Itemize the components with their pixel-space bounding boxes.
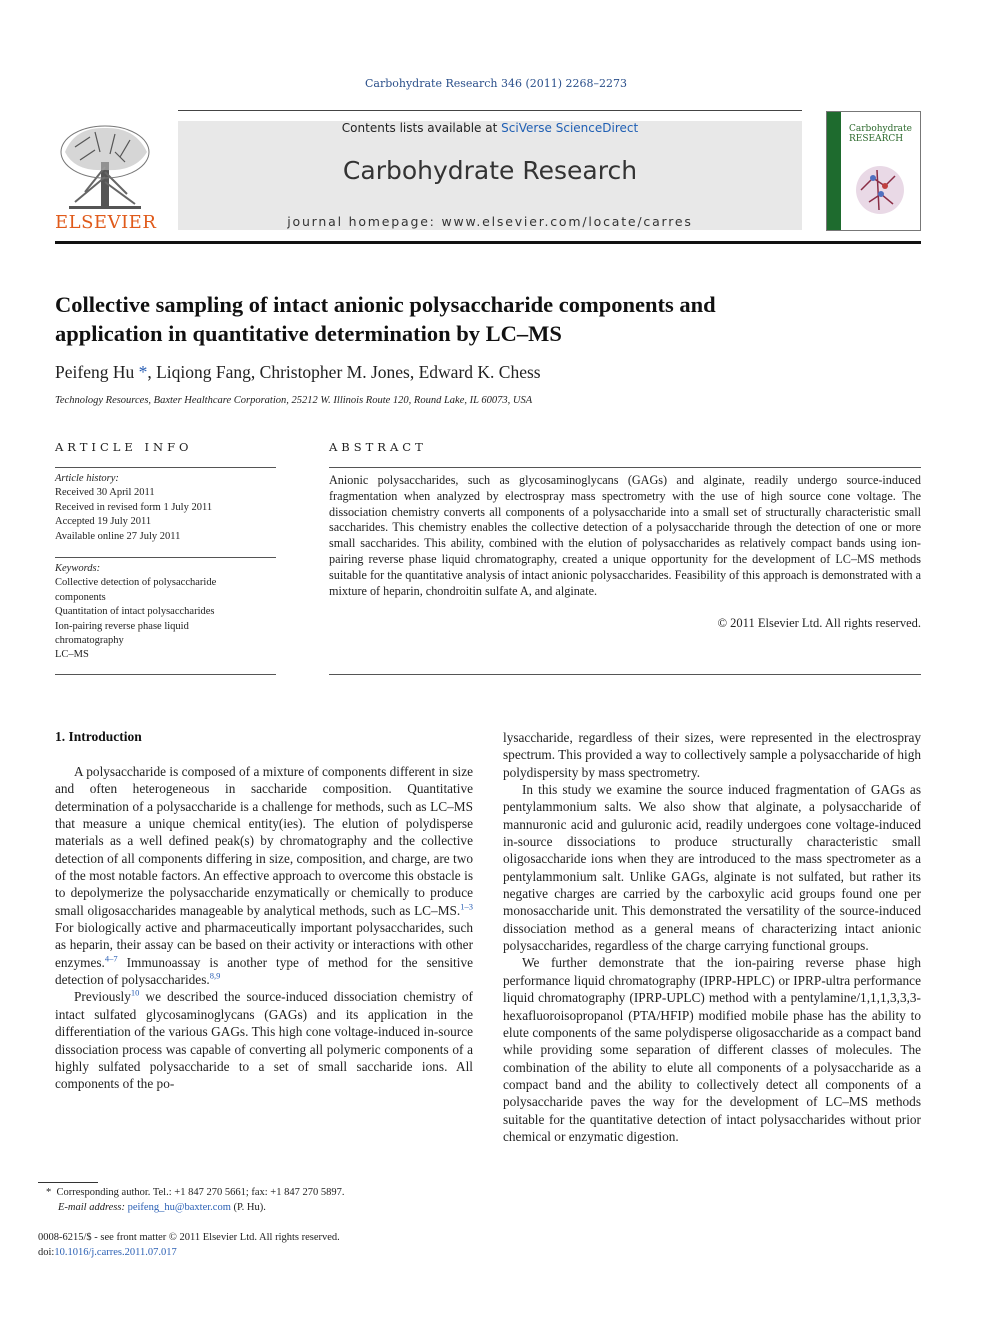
affiliation: Technology Resources, Baxter Healthcare Corporation, 25212 W. Illinois Route 120, Round Lake, IL 60073, USA	[55, 395, 533, 406]
author-list	[55, 362, 855, 383]
text-run: Immunoassay is another type of method for the sensitive detection of polysaccharides.	[55, 954, 473, 988]
abstract-rule	[329, 467, 921, 468]
keyword-item: LC–MS	[55, 649, 89, 661]
footnote-rule	[38, 1182, 98, 1183]
abstract-bottom-rule	[329, 674, 921, 675]
footnote-mark: *	[46, 1187, 52, 1198]
text-run: Previously	[74, 989, 131, 1005]
journal-title: Carbohydrate Research	[342, 156, 638, 185]
header-rule	[178, 110, 802, 111]
doi-line	[38, 1245, 478, 1260]
right-column	[503, 729, 921, 1145]
intro-paragraph-1	[55, 763, 473, 988]
article-info-bottom-rule	[55, 674, 276, 675]
contents-line	[178, 121, 802, 135]
issn-line: 0008-6215/$ - see front matter © 2011 Elsevier Ltd. All rights reserved.	[38, 1232, 340, 1243]
intro-paragraph-5: We further demonstrate that the ion-pairing reverse phase high performance liquid chromatography (IPRP-HPLC) or IPRP-ultra performance liquid chromatography (IPRP-UPLC) method with a pentylamine/1,1,1,3,3,3-hexafluoroisopropanol (PTA/HFIP) modified mobile phase has the ability to elute components of the same polydisperse oligosaccharide as a compact band while providing some separation of different classes of molecules. The combination of the ability to elute all components of a polysaccharide as a compact band and the ability to collectively detect all components of a polysaccharide paves the way for the development of LC–MS methods suitable for the quantitative detection of intact polysaccharides without prior chemical or enzymatic digestion.	[503, 955, 921, 1144]
article-history	[55, 472, 280, 544]
citation-ref[interactable]: 10	[130, 988, 140, 999]
corresponding-text: Corresponding author. Tel.: +1 847 270 5661; fax: +1 847 270 5897.	[56, 1187, 345, 1198]
intro-paragraph-4: In this study we examine the source induced fragmentation of GAGs as pentylammonium salts. We also show that alginate, a polysaccharide of mannuronic acid and guluronic acid, readily undergoes cone voltage-induced in-source dissociations to produce structurally characteristic small oligosaccharide ions when they are introduced to the mass spectrometer as a pentylammonium salt. Unlike GAGs, alginate is not sulfated, but rather its negative charges are carried by the carboxylic acid groups found one per monosaccharide unit. This demonstrated the versatility of the source-induced dissociation method as a general means of characterizing intact anionic polysaccharides, regardless of the charge carrying functional groups.	[503, 782, 921, 954]
article-info-heading: ARTICLE INFO	[55, 440, 193, 454]
journal-citation[interactable]: Carbohydrate Research 346 (2011) 2268–2273	[364, 77, 628, 90]
corresponding-author-mark[interactable]: *	[134, 362, 148, 382]
corresponding-footnote	[46, 1185, 466, 1215]
sciencedirect-link[interactable]: SciVerse ScienceDirect	[501, 121, 639, 135]
keyword-item: Quantitation of intact polysaccharides	[55, 606, 215, 618]
elsevier-wordmark: ELSEVIER	[55, 212, 157, 233]
text-run: we described the source-induced dissociation chemistry of intact sulfated glycosaminoglycans (GAGs) and its application in the differentiation of the various GAGs. This high cone voltage-induced in-source dissociation process was capable of converting all polymeric components of a highly sulfated polysaccharide to a set of small saccharide ions. All components of the po-	[55, 989, 473, 1092]
issn-footer	[38, 1230, 478, 1260]
email-link[interactable]: peifeng_hu@baxter.com	[127, 1202, 231, 1213]
journal-homepage[interactable]: journal homepage: www.elsevier.com/locate/carres	[287, 214, 693, 229]
email-label: E-mail address:	[58, 1202, 128, 1213]
keyword-item: components	[55, 591, 106, 603]
contents-prefix: Contents lists available at	[341, 121, 502, 135]
abstract-copyright: © 2011 Elsevier Ltd. All rights reserved.	[717, 616, 921, 630]
doi-link[interactable]: 10.1016/j.carres.2011.07.017	[54, 1247, 177, 1258]
keywords-block	[55, 562, 280, 663]
cover-stripe	[827, 112, 841, 230]
intro-paragraph-3: lysaccharide, regardless of their sizes, were represented in the electrospray spectrum. This provided a way to collectively sample a polysaccharide of high polydispersity by mass spectrometry.	[503, 730, 921, 780]
abstract-heading: ABSTRACT	[329, 440, 427, 454]
keywords-rule	[55, 557, 276, 558]
email-suffix: (P. Hu).	[230, 1202, 266, 1213]
keywords-label: Keywords:	[55, 563, 101, 574]
abstract-text: Anionic polysaccharides, such as glycosaminoglycans (GAGs) and alginate, readily undergo source-induced fragmentation when analyzed by electrospray mass spectrometry with the use of high source cone voltage. The dissociation chemistry converts all components of a polysaccharide into a small set of structurally characteristic small saccharides. This chemistry enables the collective detection of a polysaccharide through the detection of one or more small saccharides. This ability, combined with the elution of polysaccharides as relatively compact bands using ion-pairing reverse phase liquid chromatography, created a unique opportunity for the development of LC–MS methods suitable for the quantitative analysis of intact anionic polysaccharides. Feasibility of this approach is demonstrated with a mixture of heparin, chondroitin sulfate A, and alginate.	[329, 473, 921, 598]
article-history-label: Article history:	[55, 473, 119, 484]
intro-paragraph-2	[55, 988, 473, 1092]
history-online: Available online 27 July 2011	[55, 530, 181, 542]
text-run: For biologically active and pharmaceutically important polysaccharides, such as heparin, their assay can be based on their activity or interactions with other enzymes.	[55, 920, 473, 970]
header-thick-rule	[55, 241, 921, 244]
keyword-item: chromatography	[55, 635, 124, 647]
left-column	[55, 763, 473, 1093]
history-received: Received 30 April 2011	[55, 487, 155, 499]
article-info-rule	[55, 467, 276, 468]
section-heading-introduction: 1. Introduction	[55, 729, 142, 744]
history-revised: Received in revised form 1 July 2011	[55, 501, 213, 513]
citation-ref[interactable]: 8,9	[209, 970, 221, 981]
cover-title-line1: Carbohydrate	[849, 124, 912, 134]
citation-ref[interactable]: 1–3	[460, 901, 473, 912]
author-others[interactable]: , Liqiong Fang, Christopher M. Jones, Edward K. Chess	[147, 362, 541, 382]
history-accepted: Accepted 19 July 2011	[55, 516, 152, 528]
corresponding-line	[46, 1185, 466, 1200]
keyword-item: Ion-pairing reverse phase liquid	[55, 620, 189, 632]
cover-title-line2: RESEARCH	[849, 134, 904, 144]
cover-title	[849, 124, 912, 144]
cover-molecule-image	[849, 160, 911, 220]
text-run: A polysaccharide is composed of a mixture of components different in size and often heterogeneous in saccharide composition. Quantitative determination of a polysaccharide is a challenge for methods, such as LC–MS that measure a unique chemical entity(ies). The elution of polydisperse materials as a well defined peak(s) by chromatography and the collective detection of all components differing in size, composition, and charge, are two of the most notable factors. An effective approach to overcome this obstacle is to depolymerize the polysaccharide enzymatically or chemically to produce small oligosaccharides manageable by analytical methods, such as LC–MS.	[55, 764, 473, 918]
doi-prefix: doi:	[38, 1247, 55, 1258]
keyword-item: Collective detection of polysaccharide	[55, 577, 217, 589]
journal-cover-thumbnail[interactable]	[826, 111, 921, 231]
email-line	[46, 1200, 466, 1215]
citation-ref[interactable]: 4–7	[104, 953, 118, 964]
paper-title: Collective sampling of intact anionic polysaccharide components and application in quantitative determination by LC–MS	[55, 292, 716, 346]
author-1[interactable]: Peifeng Hu	[55, 362, 135, 382]
